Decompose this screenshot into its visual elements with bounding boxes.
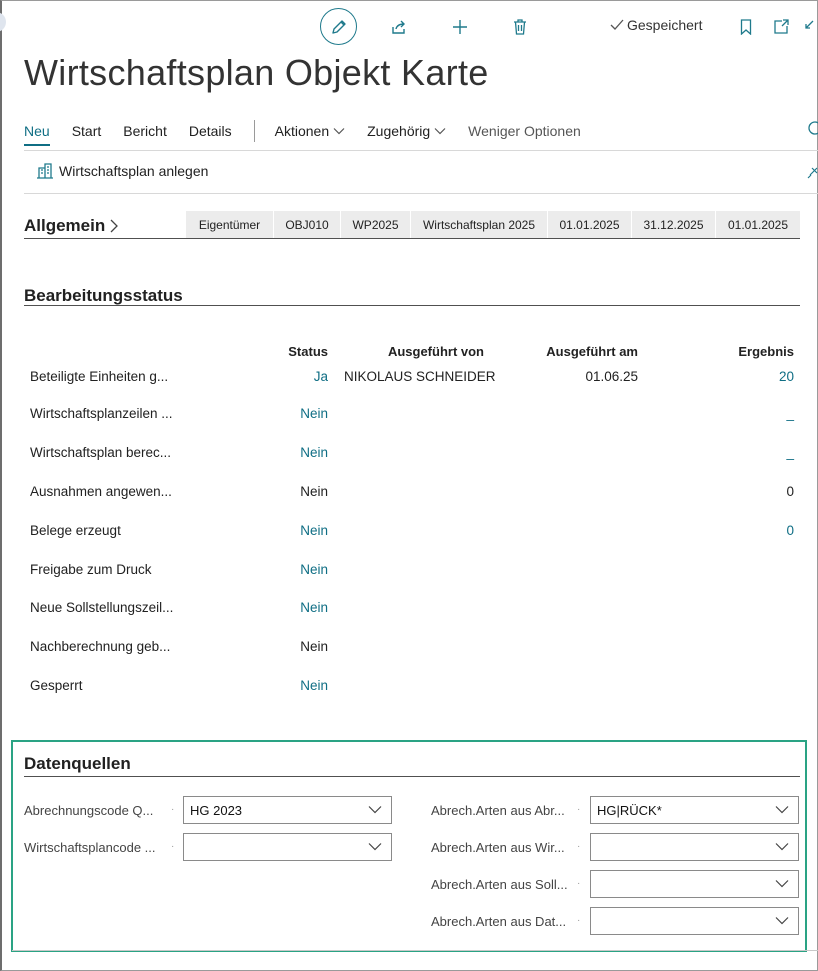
bookmark-icon [740, 19, 752, 35]
status-row [0, 600, 818, 620]
saved-label: Gespeichert [627, 17, 703, 33]
column-header-status: Status [288, 344, 328, 359]
building-icon [36, 163, 54, 179]
field-dot: · [171, 841, 175, 852]
create-plan-action[interactable] [36, 163, 208, 179]
abrech-arten-dat-select[interactable] [590, 907, 799, 935]
status-row [0, 484, 818, 504]
abrech-arten-wir-select[interactable] [590, 833, 799, 861]
summary-chip: Eigentümer [186, 211, 274, 238]
menu-item-details[interactable]: Details [188, 123, 232, 139]
executed-by: NIKOLAUS SCHNEIDER [344, 369, 496, 384]
section-datenquellen-title: Datenquellen [24, 754, 131, 773]
trash-icon [512, 18, 528, 36]
abrech-arten-soll-select[interactable] [590, 870, 799, 898]
chevron-down-icon [434, 127, 446, 135]
chevron-down-icon [775, 805, 789, 814]
field-dot: · [577, 878, 581, 889]
status-value[interactable]: Nein [300, 523, 328, 538]
action-menu [24, 118, 603, 144]
open-new-window-icon [773, 19, 789, 35]
status-value: Nein [300, 639, 328, 654]
status-row-label: Gesperrt [30, 678, 83, 693]
search-icon [806, 120, 818, 138]
column-header-result: Ergebnis [738, 344, 794, 359]
summary-chip: OBJ010 [274, 211, 341, 238]
pin-icon [806, 166, 818, 180]
share-icon [390, 18, 408, 36]
share-button[interactable] [381, 10, 417, 44]
status-row-label: Belege erzeugt [30, 523, 121, 538]
allgemein-summary [186, 211, 800, 238]
status-row [0, 369, 818, 389]
menu-dropdown-aktionen[interactable] [275, 123, 345, 139]
status-row-label: Ausnahmen angewen... [30, 484, 172, 499]
status-row-label: Wirtschaftsplanzeilen ... [30, 406, 173, 421]
status-row [0, 406, 818, 426]
page-title: Wirtschaftsplan Objekt Karte [24, 52, 489, 93]
new-button[interactable] [442, 10, 478, 44]
status-row [0, 678, 818, 698]
summary-chip: 31.12.2025 [632, 211, 716, 238]
field-label: Wirtschaftsplancode ... [24, 840, 156, 855]
field-dot: · [171, 804, 175, 815]
section-allgemein-title: Allgemein [24, 216, 106, 235]
status-row [0, 562, 818, 582]
chevron-right-icon [109, 219, 119, 233]
collapse-button[interactable] [798, 10, 818, 44]
result-value: 0 [786, 484, 794, 499]
select-value: HG|RÜCK* [597, 802, 662, 818]
result-value[interactable]: 20 [778, 369, 794, 384]
result-value[interactable]: 0 [786, 523, 794, 538]
field-dot: · [577, 841, 581, 852]
menu-item-bericht[interactable]: Bericht [123, 123, 167, 139]
status-row-label: Beteiligte Einheiten g... [30, 369, 169, 384]
status-row [0, 523, 818, 543]
summary-chip: Wirtschaftsplan 2025 [411, 211, 548, 238]
field-label: Abrechnungscode Q... [24, 803, 154, 818]
column-header-by: Ausgeführt von [387, 344, 484, 359]
section-bearbeitungsstatus-title: Bearbeitungsstatus [24, 286, 183, 305]
executed-at: 01.06.25 [585, 369, 638, 384]
bottom-divider-line [12, 950, 818, 951]
select-value: HG 2023 [190, 802, 243, 818]
section-allgemein-rule [24, 238, 800, 239]
collapse-icon [801, 19, 815, 35]
chevron-down-icon [775, 842, 789, 851]
section-bearbeitungsstatus-rule [24, 305, 800, 306]
field-dot: · [577, 804, 581, 815]
action-bar [0, 0, 818, 52]
pin-button[interactable] [806, 166, 818, 185]
menu-dropdown-label: Zugehörig [367, 123, 431, 139]
field-label: Abrech.Arten aus Soll... [431, 877, 568, 892]
pencil-icon [330, 18, 348, 36]
summary-chip: 01.01.2025 [716, 211, 800, 238]
chevron-down-icon [368, 805, 382, 814]
field-label: Abrech.Arten aus Wir... [431, 840, 565, 855]
create-plan-label: Wirtschaftsplan anlegen [59, 163, 209, 179]
status-row [0, 639, 818, 659]
delete-button[interactable] [502, 10, 538, 44]
field-label: Abrech.Arten aus Abr... [431, 803, 565, 818]
bookmark-button[interactable] [728, 10, 764, 44]
status-value[interactable]: Nein [300, 678, 328, 693]
section-allgemein-header[interactable] [24, 216, 119, 236]
result-value[interactable]: _ [786, 406, 794, 421]
summary-chip: WP2025 [341, 211, 411, 238]
quick-divider-line [24, 193, 818, 194]
chevron-down-icon [775, 916, 789, 925]
menu-item-neu[interactable]: Neu [24, 123, 50, 139]
menu-dropdown-zugehoerig[interactable] [367, 123, 446, 139]
wirtschaftsplancode-select[interactable] [183, 833, 392, 861]
abrech-arten-abr-select[interactable] [590, 796, 799, 824]
section-datenquellen-rule [24, 776, 800, 777]
status-row-label: Wirtschaftsplan berec... [30, 445, 172, 460]
status-value[interactable]: Nein [300, 600, 328, 615]
field-label: Abrech.Arten aus Dat... [431, 914, 567, 929]
status-value[interactable]: Ja [313, 369, 328, 384]
menu-item-start[interactable]: Start [71, 123, 102, 139]
saved-status [610, 17, 702, 33]
status-value: Nein [300, 484, 328, 499]
plus-icon [451, 18, 469, 36]
status-row [0, 445, 818, 465]
popout-button[interactable] [763, 10, 799, 44]
fewer-options-button[interactable]: Weniger Optionen [468, 123, 581, 139]
status-row-label: Nachberechnung geb... [30, 639, 171, 654]
summary-chip: 01.01.2025 [548, 211, 632, 238]
chevron-down-icon [775, 879, 789, 888]
status-row-label: Neue Sollstellungszeil... [30, 600, 174, 615]
status-row-label: Freigabe zum Druck [30, 562, 152, 577]
status-value[interactable]: Nein [300, 445, 328, 460]
edit-button[interactable] [320, 8, 357, 45]
chevron-down-icon [368, 842, 382, 851]
menu-divider [254, 120, 255, 142]
column-header-at: Ausgeführt am [546, 344, 638, 359]
status-value[interactable]: Nein [300, 562, 328, 577]
menu-divider-line [24, 150, 818, 151]
chevron-down-icon [333, 127, 345, 135]
result-value[interactable]: _ [786, 445, 794, 460]
menu-dropdown-label: Aktionen [274, 123, 330, 139]
checkmark-icon [610, 19, 624, 31]
search-button[interactable] [806, 120, 818, 143]
abrechnungscode-select[interactable] [183, 796, 392, 824]
field-dot: · [577, 915, 581, 926]
status-value[interactable]: Nein [300, 406, 328, 421]
